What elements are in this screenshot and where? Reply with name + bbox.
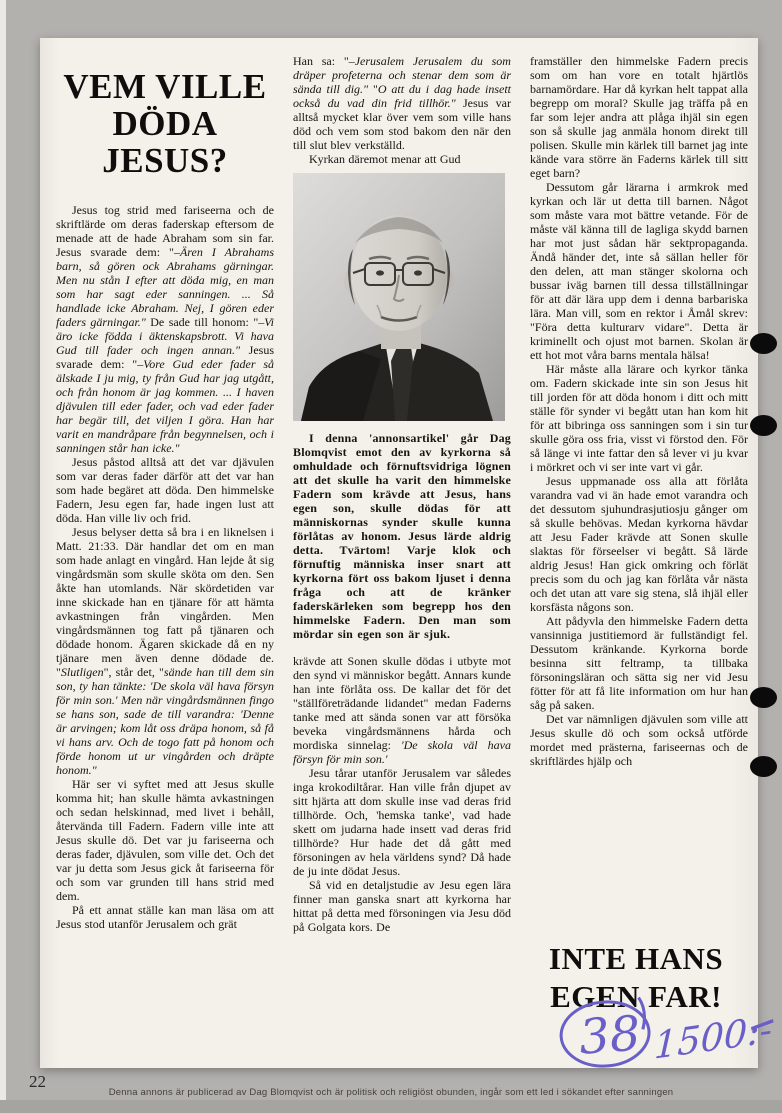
publisher-footnote: Denna annons är publicerad av Dag Blomqvist och är politisk och religiöst obunden, ingår som ett led i sökandet efter sanningen [108,1087,674,1098]
punch-hole-mark [750,333,777,354]
scan-bottom-band [0,1100,782,1113]
article-paragraph: Jesus belyser detta så bra i en liknelsen i Matt. 21:33. Där handlar det om en man som hade anlagt en vingård. Han lejde åt sig vingårdsmän som skulle sköta om den. Sen åkte han utomlands. När skördetiden var inne skickade han en tjänare för att hämta avkastningen från vingården. Men vingårdsmännen tog fatt på tjänaren och dödade honom. Ägaren skickade då en ny tjänare men även denne dödade de. "Slutligen", står det, "sände han till dem sin son, ty han tänkte: 'De skola väl hava försyn för min son.' Men när vingårdsmännen fingo se hans son, sade de till varandra: 'Denne är arvingen; kom låt oss dräpa honom, så få vi hans arv. Och de togo fatt på honom och förde honom ut ur vingården och dräpte honom." [56,525,274,778]
handwritten-price: 1500:- [653,1006,773,1068]
article-paragraph: Här ser vi syftet med att Jesus skulle komma hit; han skulle hämta avkastningen och sedan helskinnad, med livet i behåll, återvända till Fadern. Fadern ville inte att Jesus skulle dö. Det var ju fariseerna och deras fader, djävulen, som ville det. Och det var ju detta som Jesus gick åt fariseerna för och som var grunden till hans strid med dem. [56,777,274,904]
article-paragraph: Kyrkan däremot menar att Gud [309,152,461,166]
column-middle [293,54,511,1056]
column-left-text [56,203,274,931]
article-title [56,68,274,179]
page-number: 22 [29,1072,46,1091]
punch-hole-mark [750,687,777,708]
article-paragraph: Det var nämnligen djävulen som ville att Jesus skulle dö och som också utförde mordet med prästerna, fariseernas och de skriftlärdes hjälp och [530,712,748,768]
portrait-photo [293,173,505,421]
column-right-text [530,54,748,768]
article-paragraph: Att pådyvla den himmelske Fadern detta vansinniga justitiemord är fullständigt fel. Dessutom kränkande. Kyrkorna borde besinna sitt feltramp, ta tillbaka försoningsläran och sätta sig ner vid Jesu fötter för att få lite information om hur han såg på saken. [530,614,748,712]
column-middle-text-top [293,54,511,166]
handwritten-number: 38 [577,1005,643,1066]
punch-hole-mark [750,415,777,436]
article-title-line2: DÖDA JESUS? [102,104,228,181]
article-paragraph: Så vid en detaljstudie av Jesu egen lära finner man ganska snart att kyrkorna har hittat på detta med försoningen via Jesu död på Golgata kors. De [293,878,511,934]
article-title-line1: VEM VILLE [63,67,267,106]
article-paragraph: framställer den himmelske Fadern precis som om han vore en totalt hjärtlös barnamördare. Har då kyrkan helt tappat alla begrepp om moral? Skulle jag träffa på en far som lejer andra att plåga ihjäl sin egen son så skulle jag anmäla honom direkt till polisen. Skulle min kärlek till barnet jag inte kände vara större än Faderns kärlek till sitt eget barn? [530,54,748,180]
article-paragraph: Här måste alla lärare och kyrkor tänka om. Fadern skickade inte sin son Jesus hit till jorden för att döda honom i ditt och mitt ställe för synder vi begått utan han kom hit för att bibringa oss sanningen som i sin tur skulle göra oss fria, visst vi förstod den. För så länge vi inte fattar den så lever vi ju kvar i mörkret och vi ser inte vart vi går. [530,362,748,474]
article-paragraph: Jesus tog strid med fariseerna och de skriftlärde om deras faderskap eftersom de menade att de hade Abraham som sin far. Jesus svarade dem: "–Ären I Abrahams barn, så gören ock Abrahams gärningar. Men nu stån I efter att döda mig, en man som har sagt eder sanningen. ... Så handlade icke Abraham. Nej, I gören eder faders gärningar." De sade till honom: "–Vi äro icke födda i äktenskapsbrott. Vi hava Gud till fader och ingen annan." Jesus svarade dem: "–Vore Gud eder fader så älskade I ju mig, ty från Gud har jag utgått, och från honom är jag kommen. ... I haven djävulen till eder fader, och vad eder fader har begär till, det viljen I göra. Han har varit en mandråpare från begynnelsen, och i sanningen står han icke." [56,203,275,456]
article-paragraph: krävde att Sonen skulle dödas i utbyte mot den synd vi människor begått. Annars kunde han inte förlåta oss. De kallar det för det "ställföreträdande lidandet" medan Faderns tanke med att sända sonen var att försöka beveka vingårdsmännens hårda och mordiska sinnelag: 'De skola väl hava försyn för min son.' [293,654,511,766]
column-right [530,54,748,1056]
handwritten-annotation [545,988,782,1083]
article-paragraph: Jesu tårar utanför Jerusalem var således inga krokodiltårar. Han ville från djupet av sitt hjärta att dom skulle inse vad deras frid tillhörde. Och, 'hemska tanke', vad hade skett om judarna hade insett vad deras frid tillhörde? Hur hade det då gått med försoningen av hela världens synd? Då hade de ju inte dödat Jesus. [293,766,511,878]
article-columns [40,38,758,1056]
closing-headline-line1: INTE HANS [548,941,724,976]
punch-hole-mark [750,756,777,777]
article-paragraph: Han sa: "–Jerusalem Jerusalem du som dräper profeterna och stenar dem som är sända till dig." "O att du i dag hade insett också du vad din frid tillhör." Jesus var alltså mycket klar över vem som ville hans död och vem som stod bakom den när den till slut blev verkställd. [293,54,511,152]
article-paragraph: I denna 'annonsartikel' går Dag Blomqvist emot den av kyrkorna så omhuldade och förnuftsvidriga lögnen att det skulle ha varit den himmelske Fadern som krävde att Jesus, hans egen son, skulle dödas för att människornas synder skulle kunna förlåtas av honom. Jesus lärde aldrig detta. Tvärtom! Varje klok och förnuftig människa inser snart att kyrkorna fört oss bakom ljuset i denna fråga och att de kränker faderskärleken som begrepp hos den himmelske Fadern. Den man som mördar sin egen son är sjuk. [293,431,511,641]
paper-page [40,38,758,1068]
article-paragraph: Jesus påstod alltså att det var djävulen som var deras fader därför att det var han som hade begäret att döda. Den himmelske Fadern, Jesu egen far, hade ingen lust att döda. Han ville liv och frid. [56,455,274,526]
article-paragraph: På ett annat ställe kan man läsa om att Jesus stod utanför Jerusalem och grät [56,903,274,932]
scan-edge-sliver [0,0,6,1113]
column-middle-text-bottom [293,431,511,934]
article-paragraph: Dessutom går lärarna i armkrok med kyrkan och lär ut detta till barnen. Något som måste vara mot bättre vetande. För de måste väl känna till de lagliga skydd barnen har mot just sådan här sektpropaganda. Ändå händer det, inte så sällan heller för den delen, att man stänger skolorna och bussar iväg barnen till dessa tillställningar för att där lära upp dem i denna barbariska lära. Man vill, som en rektor i Åmål skrev: "Föra detta kulturarv vidare". Detta är kriminellt och ojust mot barnen. Skolan är ett hot mot våra barns mentala hälsa! [530,180,748,362]
closing-headline-line2: EGEN FAR! [550,978,722,1014]
column-left [56,54,274,1056]
article-paragraph: Jesus uppmanade oss alla att förlåta varandra vad vi än hade emot varandra och det dessutom sjuhundrasjutiosju gånger om så skulle behövas. Medan kyrkorna hävdar att Jesu Fader krävde att Sonen skulle slaktas för förseelser vi begått. Så lärde aldrig Jesus! Han gick omkring och förlät precis som du och jag kan förlåta vår nästa och det utan att vare sig stena, slå ihjäl eller korsfästa någons son. [530,474,748,614]
